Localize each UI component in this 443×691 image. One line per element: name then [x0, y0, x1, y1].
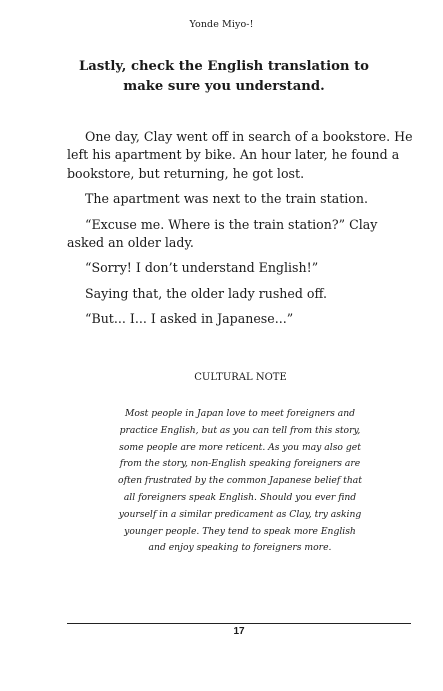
story-paragraph: “Sorry! I don’t understand English!” — [85, 260, 319, 276]
cultural-note-body: Most people in Japan love to meet foreigners and practice English, but as you can tell from this story, some people are more reticent. As you may also get from the story, non-English speaking foreigners are often frustrated by the common Japanese belief that all foreigners speak English. Should you ever find yourself in a similar predicament as Clay, try asking younger people. They tend to speak more English and enjoy speaking to foreigners more. — [118, 408, 362, 554]
story-paragraph: The apartment was next to the train station. — [85, 191, 369, 207]
cultural-note-heading: CULTURAL NOTE — [194, 372, 287, 383]
running-header: Yonde Miyo-! — [189, 19, 254, 30]
story-paragraph: One day, Clay went off in search of a bookstore. He left his apartment by bike. An hour later, he found a bookstore, but returning, he got lost. — [67, 129, 413, 181]
story-paragraph: “But... I... I asked in Japanese...” — [85, 311, 294, 327]
instruction-heading: Lastly, check the English translation to make sure you understand. — [79, 59, 369, 94]
story-paragraph: Saying that, the older lady rushed off. — [85, 285, 327, 301]
footer-divider — [67, 623, 411, 624]
story-translation — [67, 128, 413, 336]
page-number: 17 — [233, 626, 245, 637]
story-paragraph: “Excuse me. Where is the train station?” Clay asked an older lady. — [67, 216, 378, 251]
